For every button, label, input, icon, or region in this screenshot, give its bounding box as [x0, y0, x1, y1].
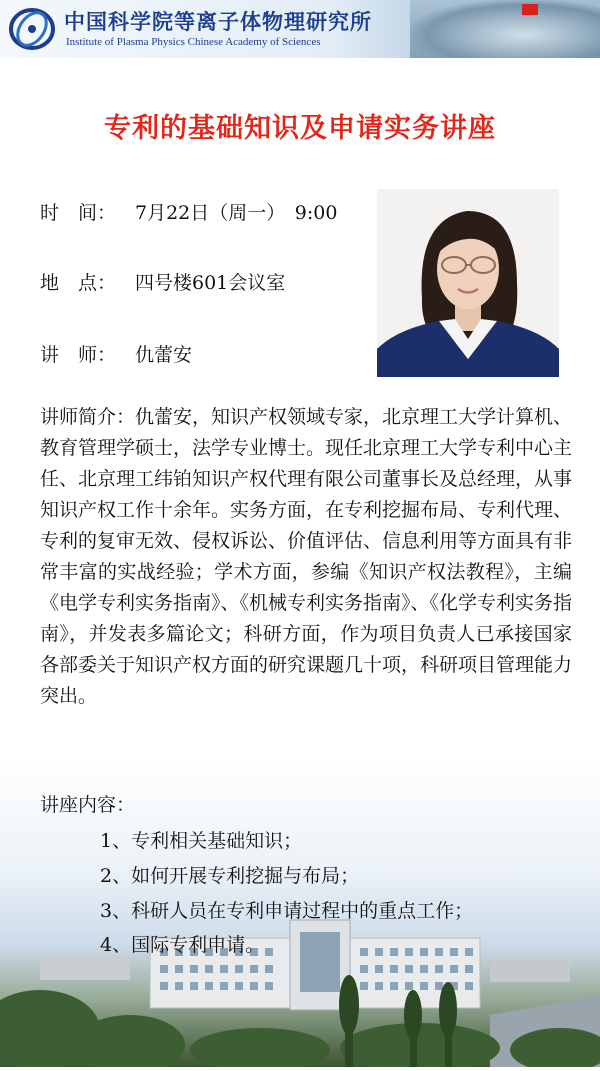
- speaker-label: 讲 师：: [40, 344, 117, 366]
- time-value: 7月22日（周一） 9:00: [135, 202, 338, 224]
- ipp-logo-icon: [8, 6, 56, 52]
- speaker-row: [40, 340, 192, 367]
- tokamak-photo: [410, 0, 600, 58]
- lecture-title: 专利的基础知识及申请实务讲座: [104, 113, 496, 144]
- place-value: 四号楼601会议室: [135, 272, 286, 294]
- place-row: [40, 268, 285, 295]
- content-item: 3、科研人员在专利申请过程中的重点工作；: [100, 900, 474, 922]
- content-item: 1、专利相关基础知识；: [100, 830, 303, 852]
- content-item: 2、如何开展专利挖掘与布局；: [100, 865, 360, 887]
- content-title: 讲座内容：: [40, 794, 136, 816]
- speaker-value: 仇蕾安: [135, 344, 193, 366]
- flag-icon: [522, 4, 538, 15]
- speaker-photo: [377, 189, 559, 377]
- place-label: 地 点：: [40, 272, 117, 294]
- institute-name-en: Institute of Plasma Physics Chinese Academy of Sciences: [66, 36, 321, 48]
- time-label: 时 间：: [40, 202, 117, 224]
- header-banner: [0, 0, 600, 58]
- institute-name-cn: 中国科学院等离子体物理研究所: [64, 9, 372, 34]
- content-item: 4、国际专利申请。: [100, 934, 265, 956]
- time-row: [40, 198, 337, 225]
- speaker-bio: 讲师简介：仇蕾安，知识产权领域专家，北京理工大学计算机、教育管理学硕士，法学专业博士。现任北京理工大学专利中心主任、北京理工纬铂知识产权代理有限公司董事长及总经理，从事知识产权工作十余年。实务方面，在专利挖掘布局、专利代理、专利的复审无效、侵权诉讼、价值评估、信息利用等方面具有非常丰富的实战经验；学术方面，参编《知识产权法教程》，主编《电学专利实务指南》、《机械专利实务指南》、《化学专利实务指南》，并发表多篇论文；科研方面，作为项目负责人已承接国家各部委关于知识产权方面的研究课题几十项，科研项目管理能力突出。: [40, 406, 573, 707]
